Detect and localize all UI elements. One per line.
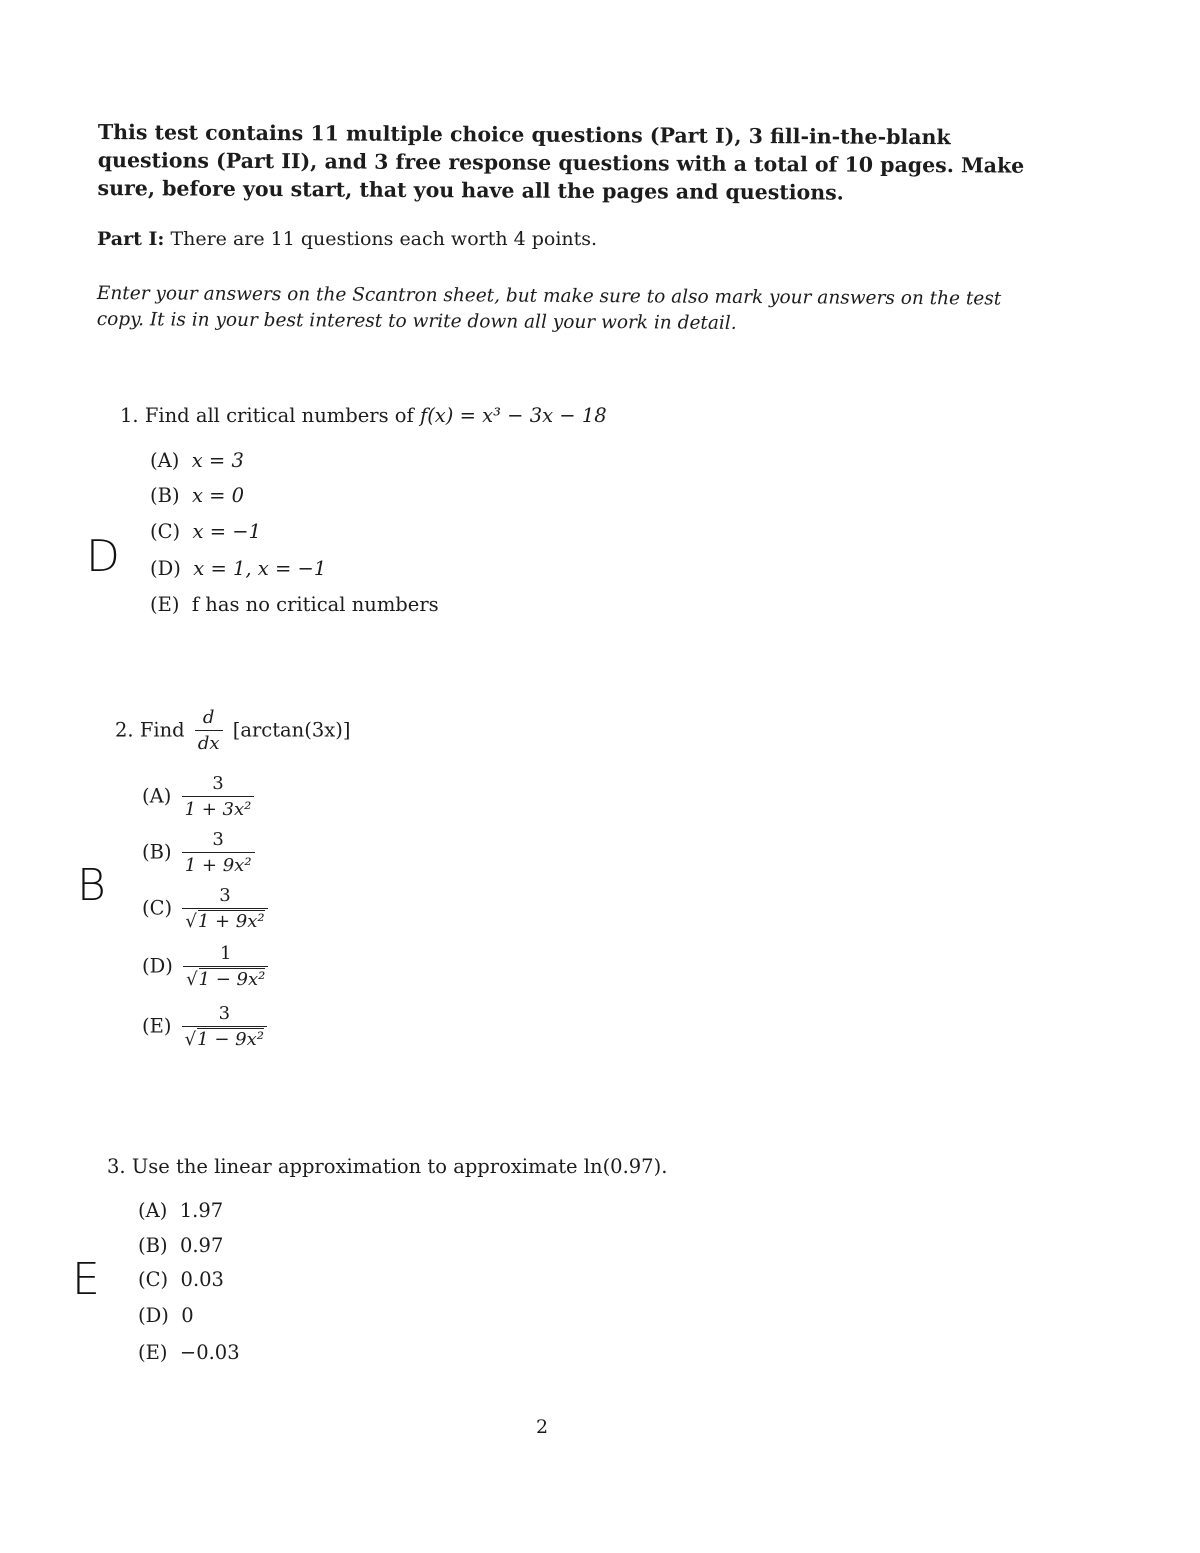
choice-label: (A) (142, 784, 172, 808)
q2-choice-e[interactable] (142, 1003, 271, 1051)
derivative-numerator: d (202, 707, 215, 728)
fraction-denominator (182, 908, 267, 933)
choice-label: (D) (150, 557, 181, 580)
part1-label: Part I: (97, 228, 165, 250)
fraction-denominator: 1 + 3x² (182, 796, 255, 821)
choice-label: (D) (138, 1304, 169, 1327)
question-3-number: 3. (107, 1155, 126, 1178)
handwritten-answer-q2: B (77, 860, 106, 911)
choice-label: (B) (142, 840, 172, 864)
choice-fraction (182, 1003, 267, 1051)
question-1-function: f(x) = x³ − 3x − 18 (419, 404, 607, 427)
choice-label: (C) (138, 1268, 169, 1291)
q1-choice-a[interactable] (150, 449, 244, 472)
q2-choice-b[interactable] (142, 829, 259, 877)
sqrt-radicand: 1 − 9x² (197, 1029, 264, 1050)
choice-fraction (182, 829, 255, 877)
choice-text: −0.03 (179, 1341, 240, 1364)
choice-text: 0.03 (180, 1268, 224, 1291)
fraction-numerator: 3 (219, 885, 231, 906)
sqrt-icon: √ (186, 969, 198, 990)
choice-label: (B) (138, 1234, 168, 1257)
question-3-prompt: Use the linear approximation to approximate ln(0.97). (131, 1155, 668, 1178)
fraction-numerator: 1 (219, 943, 232, 964)
q3-choice-d[interactable] (138, 1304, 194, 1327)
question-2-expression: [arctan(3x)] (232, 718, 351, 742)
q1-choice-e[interactable] (150, 593, 439, 616)
question-2-prompt: Find (139, 718, 185, 742)
question-2-stem (115, 707, 350, 755)
choice-text: x = 3 (191, 449, 244, 472)
choice-text: 0.97 (179, 1234, 224, 1257)
choice-fraction (182, 773, 255, 821)
derivative-denominator: dx (195, 730, 223, 755)
sqrt-radicand: 1 − 9x² (198, 969, 266, 990)
instructions: Enter your answers on the Scantron sheet, but make sure to also mark your answers on the test copy. It is in your best interest to write down all your work in detail. (96, 282, 1002, 334)
sqrt-icon: √ (184, 1029, 197, 1050)
question-2-number: 2. (115, 718, 134, 742)
q3-choice-a[interactable] (138, 1199, 223, 1222)
choice-label: (B) (150, 484, 180, 507)
choice-text: 0 (181, 1304, 194, 1327)
question-1-number: 1. (120, 404, 139, 427)
question-3-stem (107, 1155, 667, 1178)
choice-label: (D) (142, 954, 173, 978)
fraction-denominator (183, 966, 268, 991)
choice-text: x = −1 (192, 520, 262, 543)
sqrt-icon: √ (185, 911, 197, 932)
sqrt-radicand: 1 + 9x² (197, 911, 265, 932)
q1-choice-d[interactable] (150, 557, 326, 580)
q1-choice-b[interactable] (150, 484, 244, 507)
choice-fraction (183, 943, 268, 991)
choice-label: (E) (138, 1341, 168, 1364)
choice-label: (E) (142, 1014, 172, 1038)
part1-text: There are 11 questions each worth 4 points. (170, 228, 598, 250)
question-1-prompt: Find all critical numbers of (144, 404, 414, 427)
choice-label: (A) (138, 1199, 168, 1222)
choice-label: (E) (150, 593, 180, 616)
fraction-numerator: 3 (212, 773, 224, 794)
q3-choice-e[interactable] (138, 1341, 240, 1364)
choice-text: x = 0 (191, 484, 245, 507)
handwritten-answer-q1: D (86, 531, 120, 582)
fraction-numerator: 3 (218, 1003, 231, 1024)
intro-paragraph: This test contains 11 multiple choice questions (Part I), 3 fill-in-the-blank questions (Part II), and 3 free response questions with a total of 10 pages. Make sure, before you start, that you have all the pages and questions. (97, 119, 1025, 205)
choice-text: f has no critical numbers (191, 593, 439, 616)
choice-text: x = 1, x = −1 (193, 557, 327, 580)
q2-choice-c[interactable] (142, 885, 272, 933)
q1-choice-c[interactable] (150, 520, 261, 543)
part1-header (97, 228, 597, 250)
fraction-numerator: 3 (212, 829, 224, 850)
question-1-stem (120, 404, 607, 427)
derivative-operator (195, 707, 223, 755)
choice-label: (C) (150, 520, 181, 543)
q2-choice-d[interactable] (142, 943, 272, 991)
q2-choice-a[interactable] (142, 773, 258, 821)
handwritten-answer-q3: E (72, 1254, 100, 1305)
choice-label: (A) (150, 449, 180, 472)
fraction-denominator: 1 + 9x² (182, 852, 255, 877)
page-number: 2 (536, 1416, 549, 1438)
fraction-denominator (182, 1026, 267, 1051)
q3-choice-c[interactable] (138, 1268, 224, 1291)
q3-choice-b[interactable] (138, 1234, 223, 1257)
choice-label: (C) (142, 896, 173, 920)
choice-fraction (182, 885, 267, 933)
choice-text: 1.97 (179, 1199, 224, 1222)
